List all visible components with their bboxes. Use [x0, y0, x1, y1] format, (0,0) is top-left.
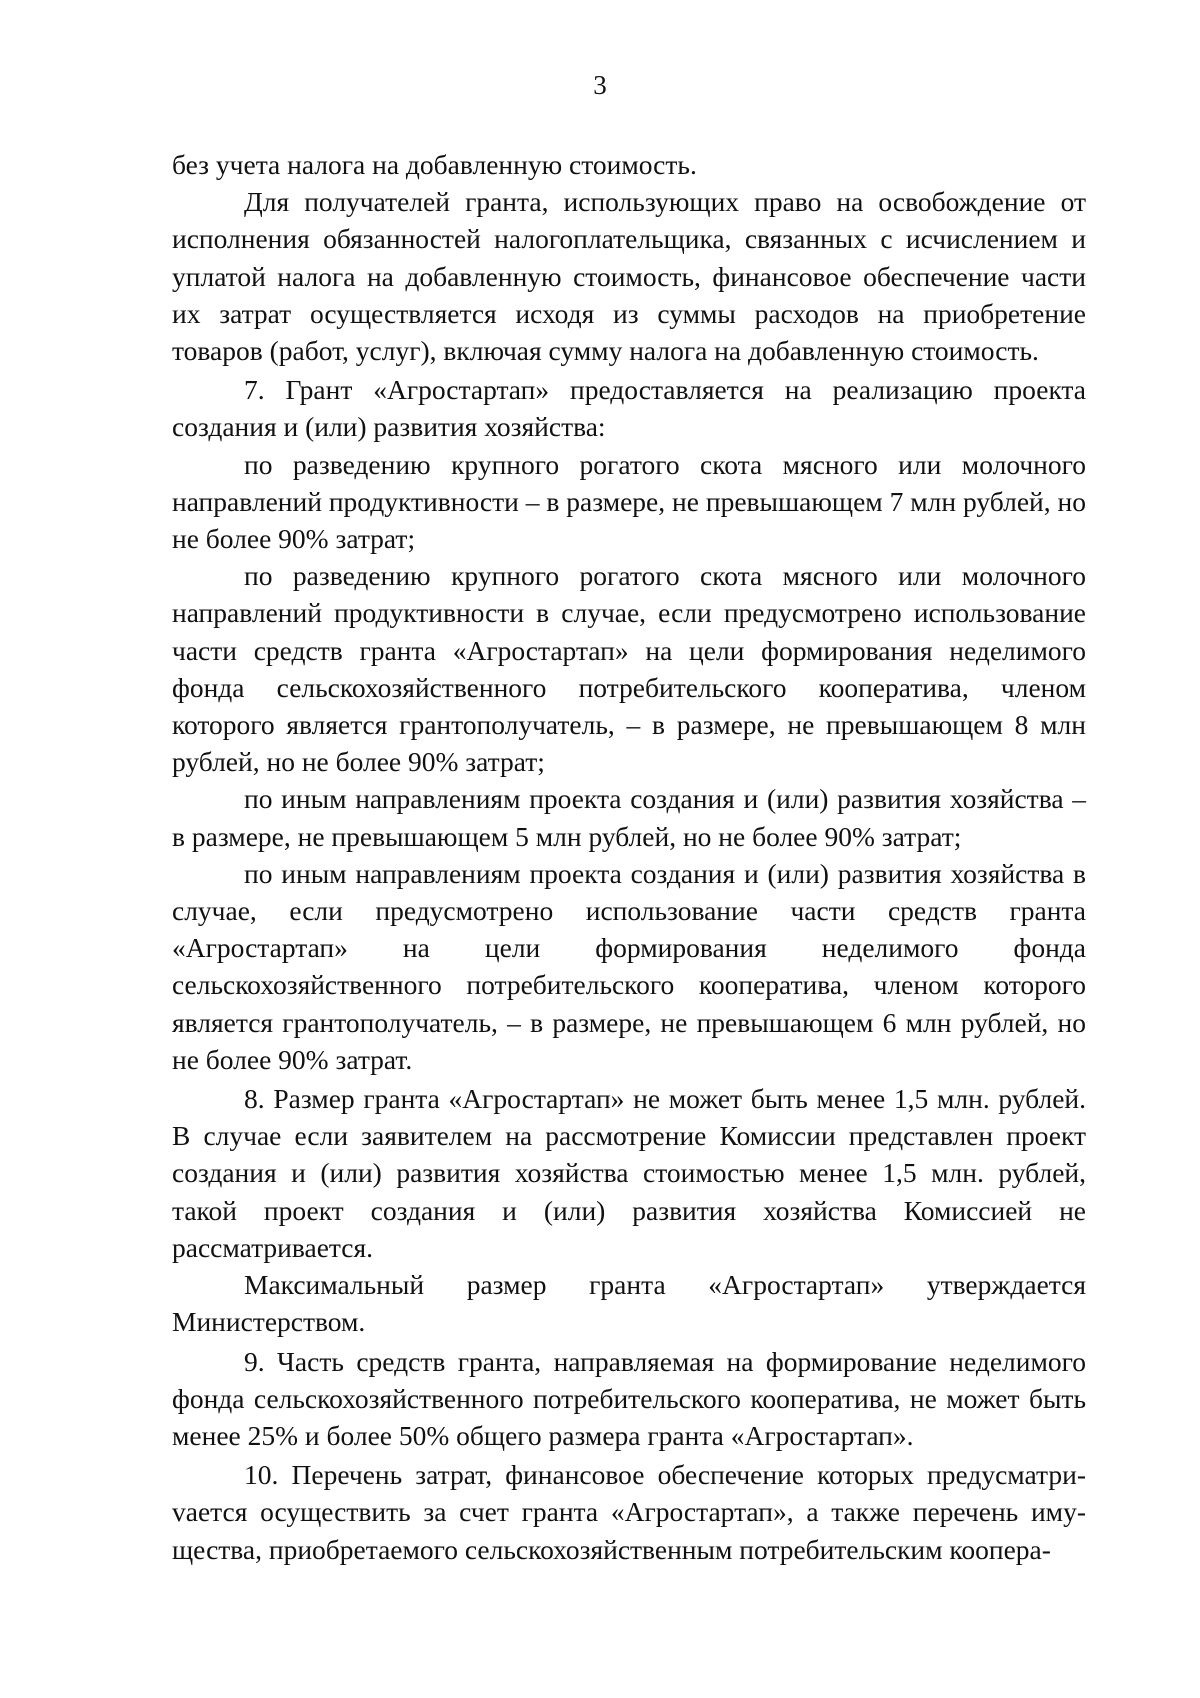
paragraph-item-7-cattle-cooperative: по разведению крупного рогатого скота мясного или молочного направлений продуктивности в случае, если предусмотрено использование части средств гранта «Агростартап» на цели формирования неделимого фонда сельскохозяйственного потребительского кооператива, членом которого является грантополучатель, – в размере, не превышающем 8 млн рублей, но не более 90% затрат;	[172, 560, 1086, 778]
paragraph-vat-exemption: Для получателей гранта, использующих право на освобождение от исполнения обязанностей налогоплательщика, связанных с исчислением и уплатой налога на добавленную стоимость, финансовое обеспечение части их затрат осуществляется исходя из суммы расходов на приобретение товаров (работ, услуг), включая сумму налога на добавленную стоимость.	[172, 186, 1086, 367]
document-body	[172, 146, 1086, 1568]
paragraph-item-7-other: по иным направлениям проекта создания и (или) развития хозяйства – в размере, не превышающем 5 млн рублей, но не более 90% затрат;	[172, 783, 1086, 852]
paragraph-item-7: 7. Грант «Агростартап» предоставляется на реализацию проекта создания и (или) развития хозяйства:	[172, 374, 1086, 443]
paragraph-item-7-other-cooperative: по иным направлениям проекта создания и (или) развития хозяйства в случае, если предусмотрено использование части средств гранта «Агростартап» на цели формирования неделимого фонда сельскохозяйственного потребительского кооператива, членом которого является грантополучатель, – в размере, не превышающем 6 млн рублей, но не более 90% затрат.	[172, 857, 1086, 1075]
paragraph-continuation: без учета налога на добавленную стоимость.	[172, 149, 697, 180]
paragraph-item-8-maximum: Максимальный размер гранта «Агростартап» утверждается Министерством.	[172, 1269, 1086, 1338]
paragraph-item-10: 10. Перечень затрат, финансовое обеспечение которых предусматриvается осуществить за счет гранта «Агростартап», а также перечень имущества, приобретаемого сельскохозяйственным потребительским коопера-	[172, 1459, 1086, 1565]
paragraph-item-9: 9. Часть средств гранта, направляемая на формирование неделимого фонда сельскохозяйственного потребительского кооператива, не может быть менее 25% и более 50% общего размера гранта «Агростартап».	[172, 1345, 1086, 1451]
paragraph-item-7-cattle: по разведению крупного рогатого скота мясного или молочного направлений продуктивности – в размере, не превышающем 7 млн рублей, но не более 90% затрат;	[172, 448, 1086, 555]
paragraph-item-8: 8. Размер гранта «Агростартап» не может быть менее 1,5 млн. рублей. В случае если заявителем на рассмотрение Комиссии представлен проект создания и (или) развития хозяйства стоимостью менее 1,5 млн. рублей, такой проект создания и (или) развития хозяйства Комиссией не рассматривается.	[172, 1083, 1086, 1263]
page-number: 3	[593, 70, 607, 100]
